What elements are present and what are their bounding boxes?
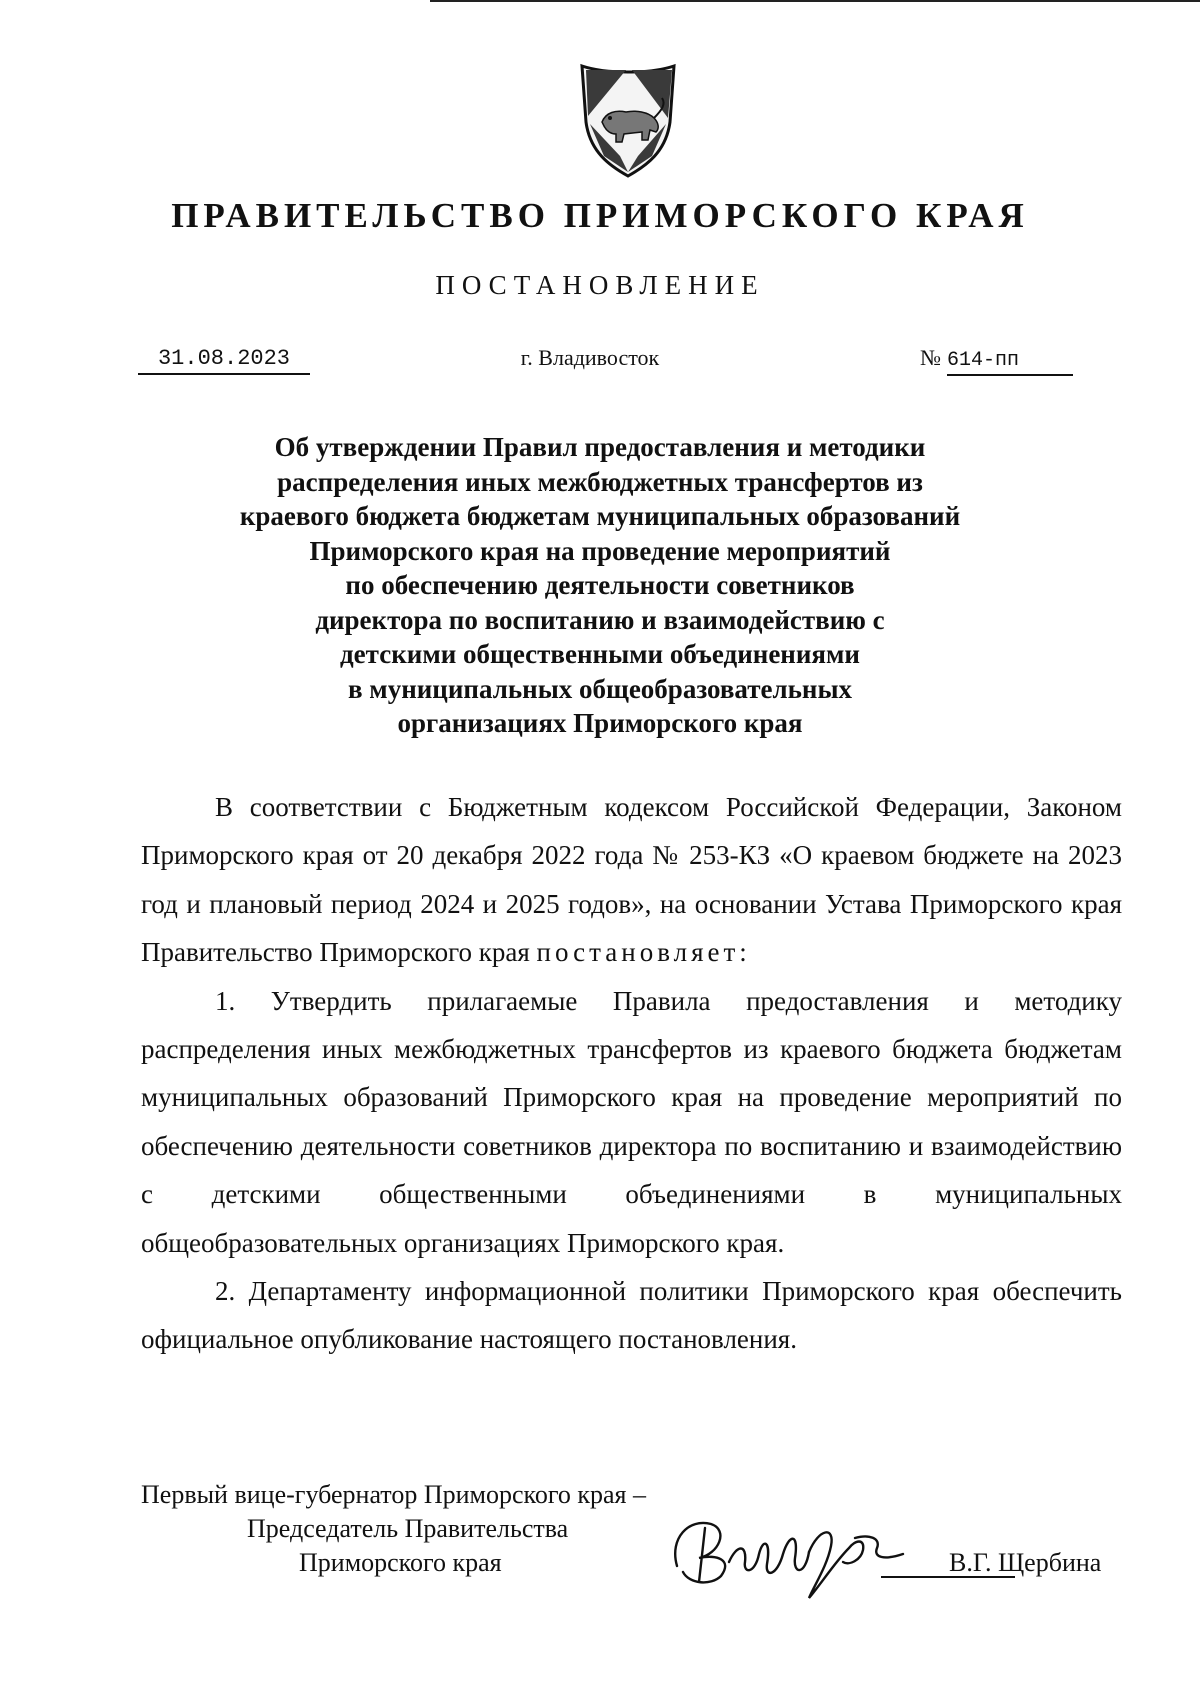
number-value: 614-пп <box>947 349 1073 376</box>
signatory-name: В.Г. Щербина <box>949 1548 1102 1577</box>
signatory-position-line-2: Председатель Правительства <box>247 1514 569 1543</box>
coat-of-arms-icon <box>576 60 680 178</box>
subject-line: краевого бюджета бюджетам муниципальных образований <box>239 501 961 531</box>
scan-edge-line <box>430 0 1200 2</box>
document-date: 31.08.2023 <box>138 346 310 375</box>
document-city: г. Владивосток <box>520 345 660 370</box>
subject-line: в муниципальных общеобразовательных <box>347 673 853 704</box>
subject-line: по обеспечению деятельности советников <box>345 570 855 600</box>
subject-line: распределения иных межбюджетных трансфертов из <box>277 466 923 497</box>
subject-line: детскими общественными объединениями <box>340 639 860 669</box>
signatory-position-line-3: Приморского края <box>299 1548 502 1577</box>
preamble-paragraph <box>141 783 1122 977</box>
subject-line: организациях Приморского края <box>397 708 803 738</box>
signatory-position-line-1: Первый вице-губернатор Приморского края – <box>141 1480 646 1509</box>
item-1-paragraph: 1. Утвердить прилагаемые Правила предоставления и методику распределения иных межбюджетных трансфертов из краевого бюджета бюджетам муниципальных образований Приморского края на проведение мероприятий по обеспечению деятельности советников директора по воспитанию и взаимодействию с детскими общественными объединениями в муниципальных общеобразовательных организациях Приморского края. <box>141 985 1122 1258</box>
number-prefix: № <box>920 345 941 370</box>
document-body <box>141 783 1122 1364</box>
item-2-paragraph: 2. Департаменту информационной политики Приморского края обеспечить официальное опубликование настоящего постановления. <box>141 1276 1122 1355</box>
preamble-text: В соответствии с Бюджетным кодексом Российской Федерации, Законом Приморского края от 20 декабря 2022 года № 253-КЗ «О краевом бюджете на 2023 год и плановый период 2024 и 2025 годов», на основании Устава Приморского края Правительство Приморского края <box>141 792 1122 968</box>
government-title: ПРАВИТЕЛЬСТВО ПРИМОРСКОГО КРАЯ <box>171 196 1029 235</box>
document-type: ПОСТАНОВЛЕНИЕ <box>435 270 765 300</box>
subject-line: Приморского края на проведение мероприятий <box>309 535 891 566</box>
resolves-word: постановляет: <box>536 937 751 968</box>
subject-line: директора по воспитанию и взаимодействию с <box>315 604 885 635</box>
handwritten-signature-icon <box>659 1488 959 1608</box>
document-number <box>920 345 1082 376</box>
subject-line: Об утверждении Правил предоставления и методики <box>274 432 926 462</box>
document-subject <box>230 430 970 741</box>
